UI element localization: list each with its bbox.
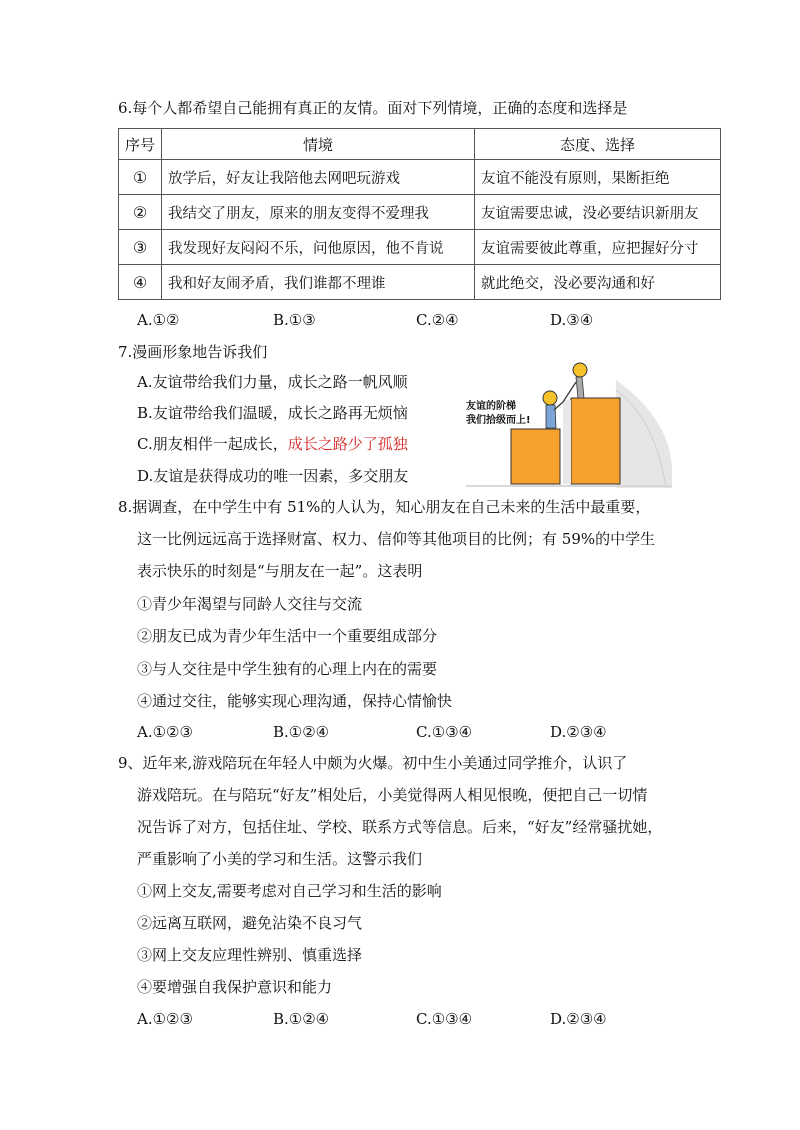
q8-stem-line-2: 这一比例远远高于选择财富、权力、信仰等其他项目的比例；有 59%的中学生 [137, 530, 656, 548]
header-num: 序号 [119, 129, 162, 160]
q6-option-d: D.③④ [550, 311, 594, 329]
q7-option-c-text: C.朋友相伴一起成长， [137, 435, 288, 453]
q6-option-b: B.①③ [273, 311, 316, 329]
q8-stem-line-3: 表示快乐的时刻是“与朋友在一起”。这表明 [137, 562, 423, 580]
row-num: ③ [119, 230, 162, 265]
q9-option-c: C.①③④ [416, 1010, 473, 1028]
q8-option-c: C.①③④ [416, 723, 473, 741]
table-row [119, 265, 721, 300]
friendship-staircase-cartoon [466, 360, 672, 488]
row-situation: 放学后，好友让我陪他去网吧玩游戏 [162, 160, 475, 195]
q7-option-a: A.友谊带给我们力量，成长之路一帆风顺 [137, 373, 408, 391]
q9-stem-line-1: 9、近年来,游戏陪玩在年轻人中颇为火爆。初中生小美通过同学推介，认识了 [118, 754, 628, 772]
q8-stem-line-1: 8.据调查，在中学生中有 51%的人认为，知心朋友在自己未来的生活中最重要， [118, 498, 651, 516]
q8-item-2: ②朋友已成为青少年生活中一个重要组成部分 [137, 627, 438, 645]
table-row [119, 230, 721, 265]
q8-option-b: B.①②④ [273, 723, 330, 741]
q7-option-d: D.友谊是获得成功的唯一因素，多交朋友 [137, 467, 409, 485]
q9-stem-line-3: 况告诉了对方，包括住址、学校、联系方式等信息。后来，“好友”经常骚扰她， [137, 818, 663, 836]
q9-stem-line-4: 严重影响了小美的学习和生活。这警示我们 [137, 850, 423, 868]
row-situation: 我发现好友闷闷不乐，问他原因，他不肯说 [162, 230, 475, 265]
q7-stem: 7.漫画形象地告诉我们 [118, 343, 268, 361]
row-num: ④ [119, 265, 162, 300]
q9-item-4: ④要增强自我保护意识和能力 [137, 978, 333, 996]
q8-option-a: A.①②③ [137, 723, 193, 741]
q9-stem-line-2: 游戏陪玩。在与陪玩“好友”相处后，小美觉得两人相见恨晚，便把自己一切情 [137, 786, 648, 804]
q7-option-c [137, 434, 408, 454]
row-situation: 我结交了朋友，原来的朋友变得不爱理我 [162, 195, 475, 230]
cartoon-caption [466, 400, 531, 428]
row-num: ② [119, 195, 162, 230]
row-choice: 友谊需要忠诚，没必要结识新朋友 [475, 195, 721, 230]
q8-item-1: ①青少年渴望与同龄人交往与交流 [137, 595, 363, 613]
cartoon-caption-line-2: 我们拾级而上! [466, 415, 531, 426]
row-choice: 友谊不能没有原则，果断拒绝 [475, 160, 721, 195]
q6-stem: 6.每个人都希望自己能拥有真正的友情。面对下列情境，正确的态度和选择是 [118, 99, 628, 117]
q7-option-b: B.友谊带给我们温暖，成长之路再无烦恼 [137, 404, 408, 422]
q9-option-b: B.①②④ [273, 1010, 330, 1028]
row-choice: 友谊需要彼此尊重，应把握好分寸 [475, 230, 721, 265]
q7-option-c-highlight: 成长之路少了孤独 [287, 435, 408, 453]
q8-item-4: ④通过交往，能够实现心理沟通，保持心情愉快 [137, 692, 453, 710]
q6-option-c: C.②④ [416, 311, 459, 329]
table-header-row [119, 129, 721, 160]
row-situation: 我和好友闹矛盾，我们谁都不理谁 [162, 265, 475, 300]
q6-table [118, 128, 721, 300]
q6-option-a: A.①② [137, 311, 180, 329]
table-row [119, 195, 721, 230]
q9-option-a: A.①②③ [137, 1010, 193, 1028]
header-situation: 情境 [162, 129, 475, 160]
q8-option-d: D.②③④ [550, 723, 607, 741]
q9-option-d: D.②③④ [550, 1010, 607, 1028]
q8-item-3: ③与人交往是中学生独有的心理上内在的需要 [137, 660, 438, 678]
q9-item-1: ①网上交友,需要考虑对自己学习和生活的影响 [137, 882, 442, 900]
q9-item-2: ②远离互联网，避免沾染不良习气 [137, 914, 363, 932]
q9-item-3: ③网上交友应理性辨别、慎重选择 [137, 946, 363, 964]
header-choice: 态度、选择 [475, 129, 721, 160]
table-row [119, 160, 721, 195]
row-num: ① [119, 160, 162, 195]
cartoon-caption-line-1: 友谊的阶梯 [466, 401, 516, 412]
row-choice: 就此绝交，没必要沟通和好 [475, 265, 721, 300]
